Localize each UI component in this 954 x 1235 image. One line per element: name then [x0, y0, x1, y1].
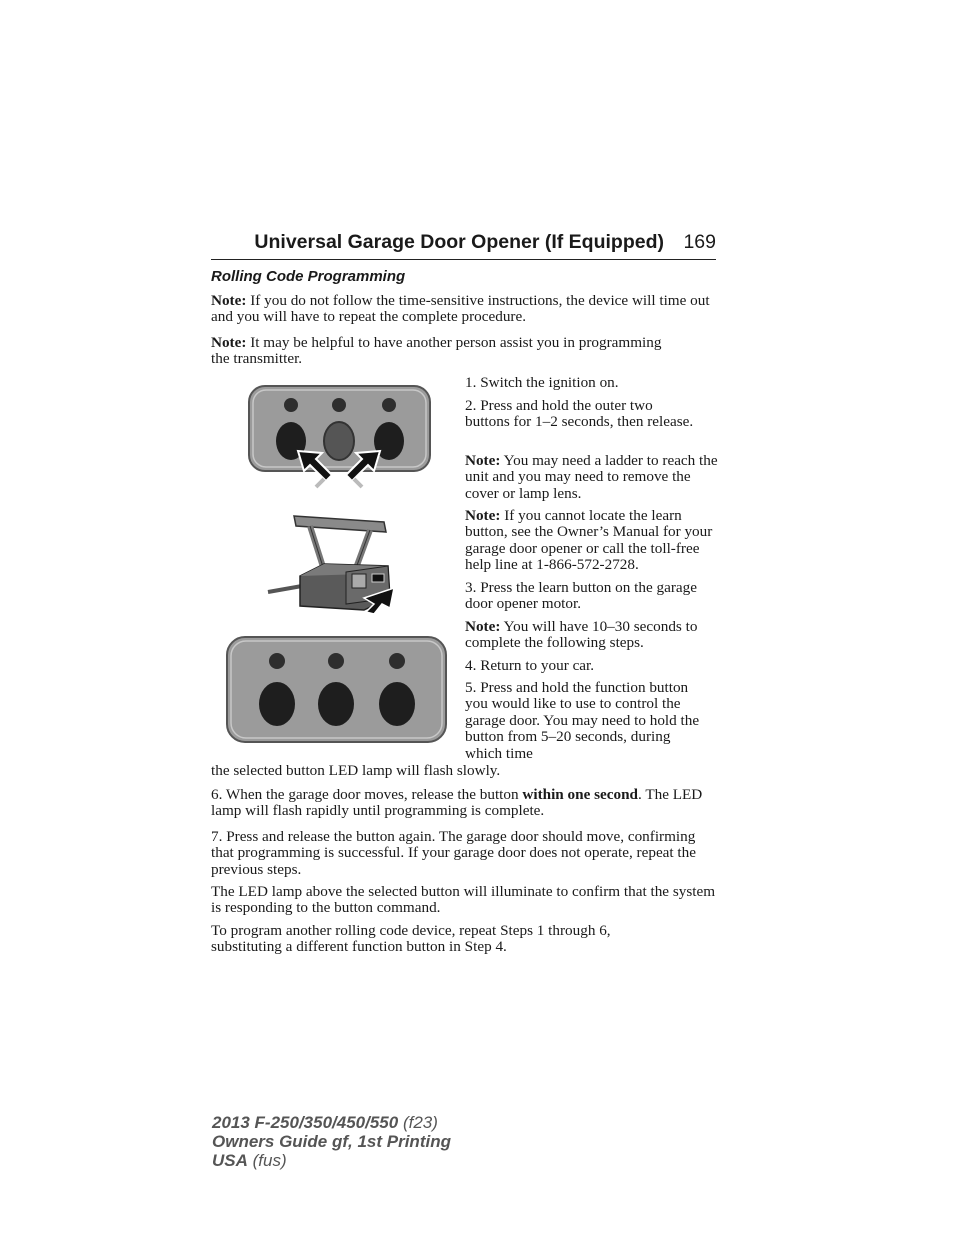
paragraph-another-device: To program another rolling code device, repeat Steps 1 through 6, substituting a different function button in Step 4.: [211, 922, 611, 956]
step-6: 6. When the garage door moves, release the button within one second. The LED lamp will flash rapidly until programming is complete.: [211, 786, 703, 820]
learn-button: [372, 574, 384, 582]
step-4: 4. Return to your car.: [465, 657, 595, 674]
function-button: [318, 682, 354, 726]
function-button: [259, 682, 295, 726]
led-indicator: [284, 398, 298, 412]
note-ladder: [465, 453, 723, 502]
page-number: 169: [683, 231, 716, 253]
note-text: You may need a ladder to reach the unit and you may need to remove the cover or lamp lens.: [465, 452, 718, 502]
footer-edition-line: Owners Guide gf, 1st Printing: [212, 1132, 451, 1151]
led-indicator: [328, 653, 344, 669]
step-7: 7. Press and release the button again. The garage door should move, confirming that programming is successful. If your garage door does not operate, repeat the previous steps.: [211, 828, 696, 878]
page-header: [211, 229, 716, 260]
page-title: Universal Garage Door Opener (If Equipped): [254, 231, 664, 253]
note-text: It may be helpful to have another person assist you in programming the transmitter.: [211, 334, 662, 368]
step-2: 2. Press and hold the outer two buttons for 1–2 seconds, then release.: [465, 397, 694, 431]
section-heading: Rolling Code Programming: [211, 268, 406, 285]
emphasis-within-one-second: within one second: [522, 786, 639, 803]
note-label: Note:: [465, 618, 501, 635]
led-indicator: [389, 653, 405, 669]
transmitter-three-buttons-figure: [224, 634, 450, 746]
footer-model-line: 2013 F-250/350/450/550 (f23): [212, 1113, 438, 1132]
footer-market-line: USA (fus): [212, 1151, 287, 1170]
function-button: [379, 682, 415, 726]
note-label: Note:: [211, 334, 247, 351]
note-text: If you do not follow the time-sensitive instructions, the device will time out and you will have to repeat the complete procedure.: [211, 292, 710, 326]
note-text: If you cannot locate the learn button, see the Owner’s Manual for your garage door opener or call the toll-free help line at 1-866-572-2728.: [465, 507, 713, 574]
note-label: Note:: [211, 292, 247, 309]
led-indicator: [332, 398, 346, 412]
led-indicator: [269, 653, 285, 669]
garage-door-opener-motor-figure: [266, 512, 406, 616]
note-label: Note:: [465, 452, 501, 469]
note-assist: [211, 335, 681, 368]
page-footer: [212, 1113, 451, 1170]
step-3: 3. Press the learn button on the garage door opener motor.: [465, 579, 697, 613]
led-indicator: [382, 398, 396, 412]
paragraph-led: The LED lamp above the selected button will illuminate to confirm that the system is responding to the button command.: [211, 883, 716, 917]
step-5: 5. Press and hold the function button you would like to use to control the garage door. You may need to hold the button from 5–20 seconds, during which time: [465, 679, 700, 762]
step-1: 1. Switch the ignition on.: [465, 374, 619, 391]
note-text: You will have 10–30 seconds to complete the following steps.: [465, 618, 698, 652]
note-label: Note:: [465, 507, 501, 524]
step-5-continued: the selected button LED lamp will flash slowly.: [211, 762, 501, 779]
function-button: [324, 422, 354, 460]
note-timeout: [211, 293, 721, 326]
note-time: [465, 619, 723, 652]
transmitter-outer-buttons-figure: [246, 383, 436, 491]
note-learn-button: [465, 508, 723, 574]
